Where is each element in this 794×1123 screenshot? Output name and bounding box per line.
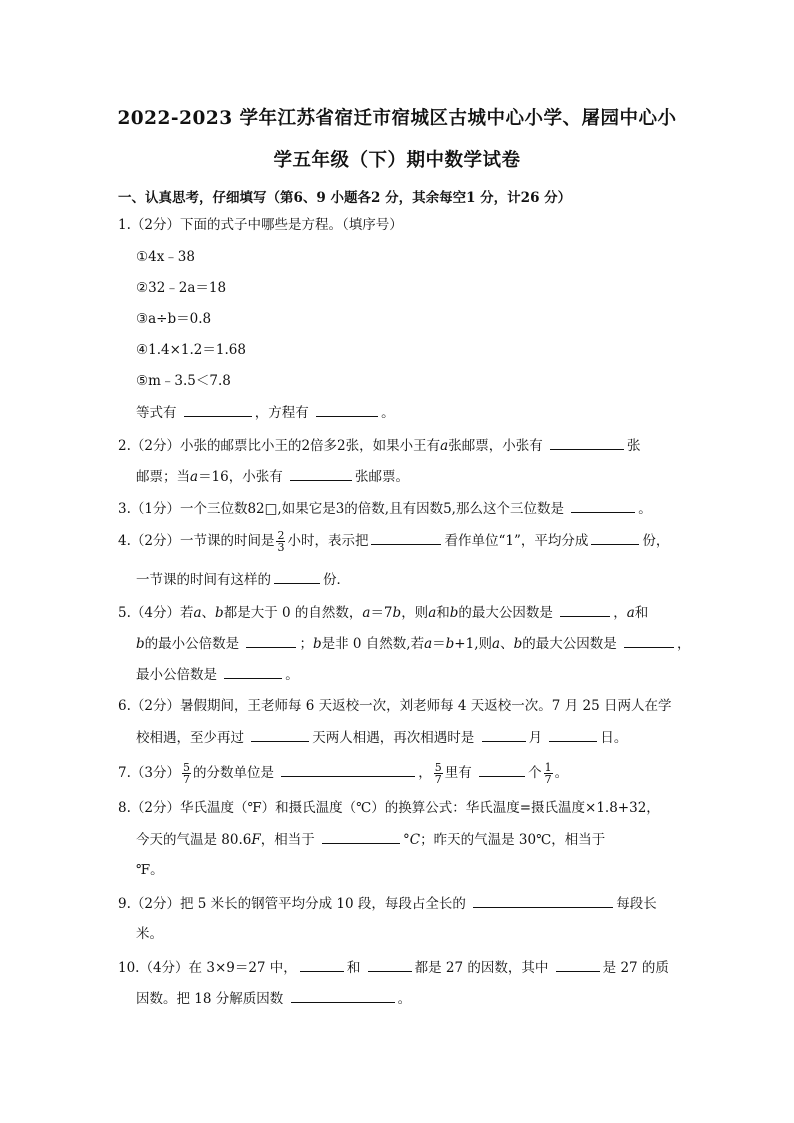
q5-line2: b的最小公倍数是 ；b是非 0 自然数,若a＝b+1,则a、b的最大公因数是 ， bbox=[136, 636, 691, 652]
q8-line2: 今天的气温是 80.6F，相当于 °C；昨天的气温是 30℃，相当于 bbox=[136, 832, 606, 848]
q2-line1: 2.（2分）小张的邮票比小王的2倍多2张，如果小王有a张邮票，小张有 张 bbox=[118, 438, 641, 454]
q8-blank-1[interactable] bbox=[322, 830, 400, 844]
q6-blank-2[interactable] bbox=[482, 728, 526, 742]
q4-line1: 4.（2分）一节课的时间是 $\frac{2}{3}$ 小时，表示把 看作单位“1”，平均分成 份， bbox=[118, 529, 670, 554]
exam-title-line1: 2022-2023 学年江苏省宿迁市宿城区古城中心小学、屠园中心小 bbox=[117, 108, 677, 129]
q1-stem: 1.（2分）下面的式子中哪些是方程。（填序号） bbox=[118, 217, 403, 233]
q6-blank-3[interactable] bbox=[549, 728, 597, 742]
q10-line1: 10.（4分）在 3×9＝27 中， 和 都是 27 的因数，其中 是 27 的质 bbox=[118, 960, 669, 976]
q1-option-4: ④1.4×1.2＝1.68 bbox=[136, 342, 246, 358]
q3-blank[interactable] bbox=[571, 499, 635, 513]
q4-line2: 一节课的时间有这样的 份． bbox=[136, 572, 350, 588]
q1-blank-equations2[interactable] bbox=[316, 403, 378, 417]
q8-line3: ℉。 bbox=[136, 862, 164, 878]
exam-title-line2: 学五年级（下）期中数学试卷 bbox=[273, 150, 521, 171]
q9-blank[interactable] bbox=[473, 894, 613, 908]
q5-blank-4[interactable] bbox=[224, 665, 282, 679]
q7-fraction-2: $\frac{5}{7}$ bbox=[434, 761, 442, 786]
q10-blank-3[interactable] bbox=[556, 958, 600, 972]
q6-line1: 6.（2分）暑假期间，王老师每 6 天返校一次，刘老师每 4 天返校一次。7 月 25 日两人在学 bbox=[118, 698, 672, 714]
q2-line2: 邮票；当a＝16，小张有 张邮票。 bbox=[136, 469, 410, 485]
q5-line1: 5.（4分）若a、b都是大于 0 的自然数，a＝7b，则a和b的最大公因数是 ，a和 bbox=[118, 605, 649, 621]
q1-answer-line: 等式有 ，方程有 。 bbox=[136, 405, 395, 421]
section-heading: 一、认真思考，仔细填写（第6、9 小题各2 分，其余每空1 分，计26 分） bbox=[118, 190, 572, 206]
q3-line: 3.（1分）一个三位数82□,如果它是3的倍数,且有因数5,那么这个三位数是 。 bbox=[118, 501, 652, 517]
q9-line1: 9.（2分）把 5 米长的钢管平均分成 10 段，每段占全长的 每段长 bbox=[118, 896, 657, 912]
q5-line3: 最小公倍数是 。 bbox=[136, 667, 299, 683]
q10-blank-1[interactable] bbox=[300, 958, 344, 972]
q7-fraction-3: $\frac{1}{7}$ bbox=[544, 761, 552, 786]
q9-line2: 米。 bbox=[136, 926, 163, 942]
q7-line: 7.（3分） $\frac{5}{7}$ 的分数单位是 ， $\frac{5}{7}$ 里有 个 $\frac{1}{7}$ 。 bbox=[118, 761, 569, 786]
q4-fraction: $\frac{2}{3}$ bbox=[277, 529, 285, 554]
q4-blank-1[interactable] bbox=[371, 531, 441, 545]
q7-blank-1[interactable] bbox=[281, 763, 415, 777]
q1-option-3: ③a÷b＝0.8 bbox=[136, 311, 212, 327]
q1-option-2: ②32﹣2a＝18 bbox=[136, 280, 227, 296]
q5-blank-3[interactable] bbox=[624, 634, 674, 648]
q7-blank-2[interactable] bbox=[479, 763, 525, 777]
q2-blank-2[interactable] bbox=[290, 467, 352, 481]
q1-option-5: ⑤m﹣3.5＜7.8 bbox=[136, 373, 231, 389]
q10-line2: 因数。把 18 分解质因数 。 bbox=[136, 991, 412, 1007]
q5-blank-2[interactable] bbox=[246, 634, 296, 648]
q10-blank-4[interactable] bbox=[291, 989, 395, 1003]
q7-fraction-1: $\frac{5}{7}$ bbox=[182, 761, 190, 786]
q1-blank-equations[interactable] bbox=[184, 403, 252, 417]
q1-option-1: ①4x﹣38 bbox=[136, 249, 195, 265]
q2-blank-1[interactable] bbox=[550, 436, 624, 450]
q6-blank-1[interactable] bbox=[251, 728, 309, 742]
q4-blank-2[interactable] bbox=[591, 531, 639, 545]
q8-line1: 8.（2分）华氏温度（℉）和摄氏温度（℃）的换算公式：华氏温度=摄氏温度×1.8+32， bbox=[118, 800, 660, 816]
q10-blank-2[interactable] bbox=[368, 958, 412, 972]
q5-blank-1[interactable] bbox=[560, 603, 610, 617]
q6-line2: 校相遇，至少再过 天两人相遇，再次相遇时是 月 日。 bbox=[136, 730, 628, 746]
q4-blank-3[interactable] bbox=[274, 570, 320, 584]
